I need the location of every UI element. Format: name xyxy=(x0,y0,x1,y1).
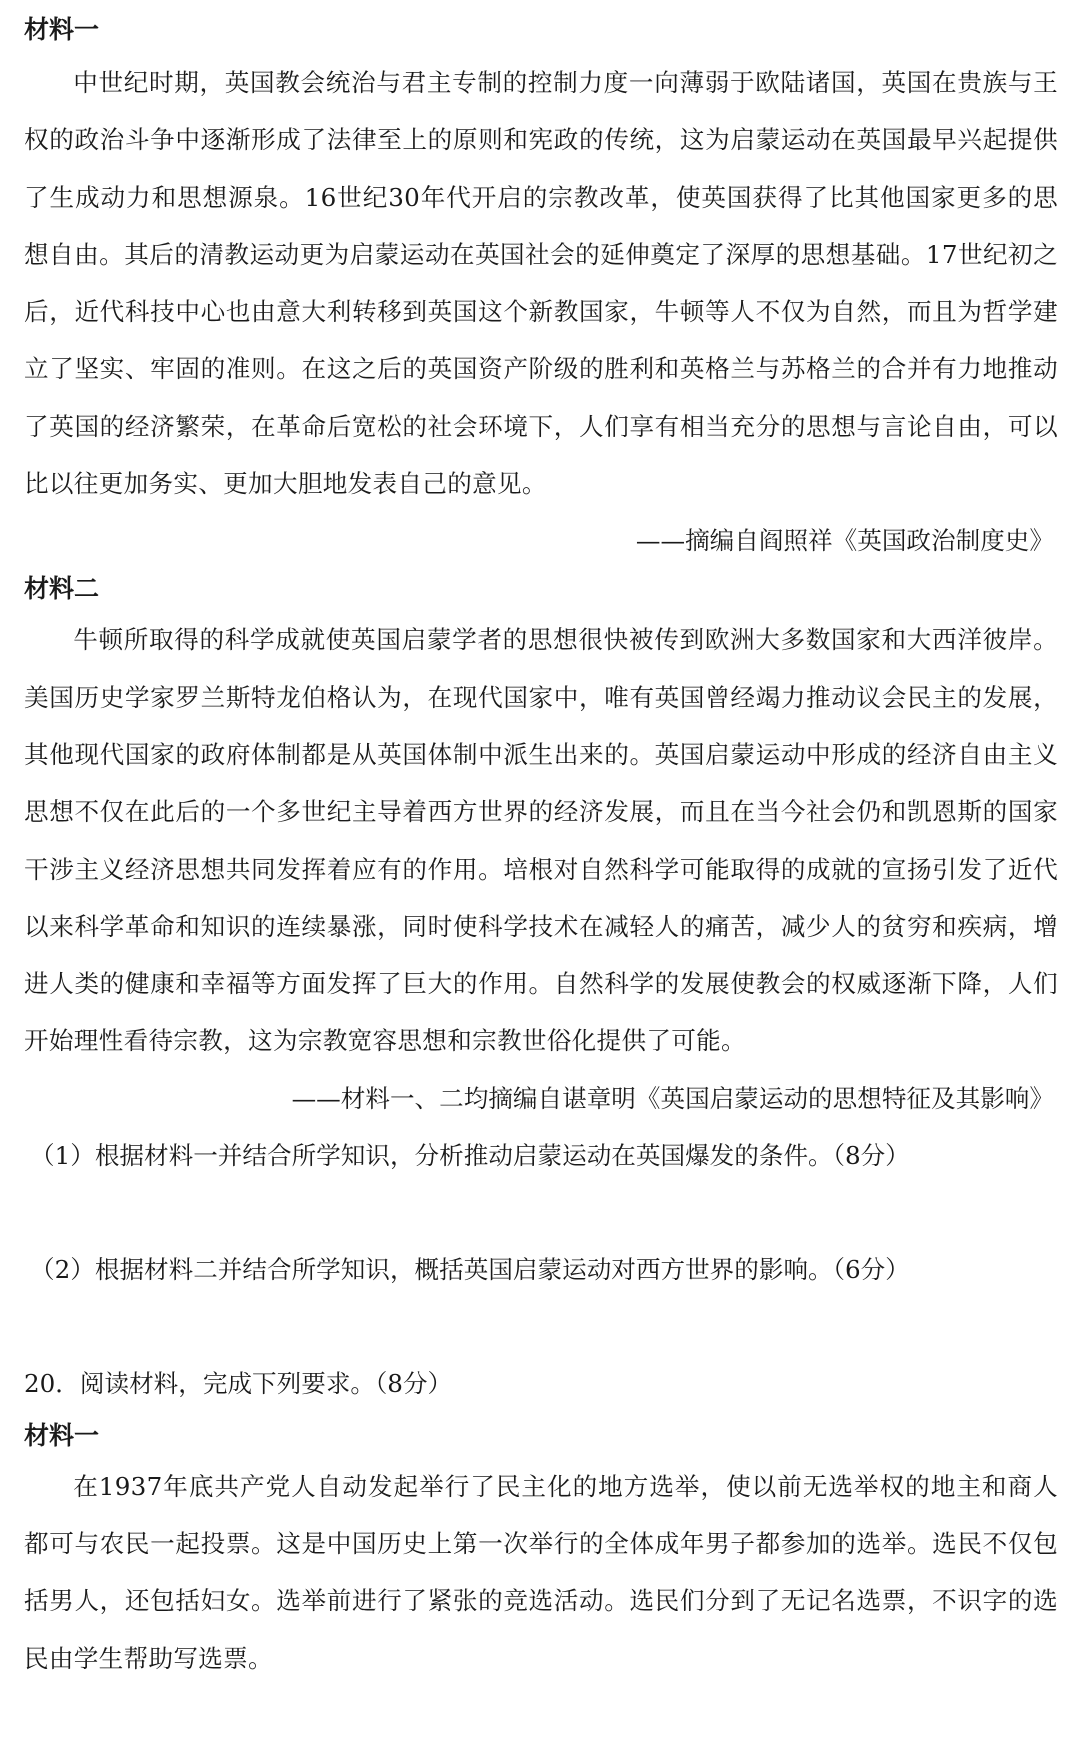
material-1-source: ——摘编自阎照祥《英国政治制度史》 xyxy=(635,526,1054,556)
material-2-heading: 材料二 xyxy=(24,574,100,604)
answer-space-2 xyxy=(24,1298,1058,1355)
material-2-paragraph: 牛顿所取得的科学成就使英国启蒙学者的思想很快被传到欧洲大多数国家和大西洋彼岸。美国历史学家罗兰斯特龙伯格认为，在现代国家中，唯有英国曾经竭力推动议会民主的发展，其他现代国家的政府体制都是从英国体制中派生出来的。英国启蒙运动中形成的经济自由主义思想不仅在此后的一个多世纪主导着西方世界的经济发展，而且在当今社会仍和凯恩斯的国家干涉主义经济思想共同发挥着应有的作用。培根对自然科学可能取得的成就的宣扬引发了近代以来科学革命和知识的连续暴涨，同时使科学技术在减轻人的痛苦，减少人的贫穷和疾病，增进人类的健康和幸福等方面发挥了巨大的作用。自然科学的发展使教会的权威逐渐下降，人们开始理性看待宗教，这为宗教宽容思想和宗教世俗化提供了可能。 xyxy=(24,625,1058,1056)
question-1: （1）根据材料一并结合所学知识，分析推动启蒙运动在英国爆发的条件。（8分） xyxy=(30,1140,910,1170)
material-1-paragraph: 中世纪时期，英国教会统治与君主专制的控制力度一向薄弱于欧陆诸国，英国在贵族与王权的政治斗争中逐渐形成了法律至上的原则和宪政的传统，这为启蒙运动在英国最早兴起提供了生成动力和思想源泉。16世纪30年代开启的宗教改革，使英国获得了比其他国家更多的思想自由。其后的清教运动更为启蒙运动在英国社会的延伸奠定了深厚的思想基础。17世纪初之后，近代科技中心也由意大利转移到英国这个新教国家，牛顿等人不仅为自然，而且为哲学建立了坚实、牢固的准则。在这之后的英国资产阶级的胜利和英格兰与苏格兰的合并有力地推动了英国的经济繁荣，在革命后宽松的社会环境下，人们享有相当充分的思想与言论自由，可以比以往更加务实、更加大胆地发表自己的意见。 xyxy=(24,68,1058,499)
material-2-source: ——材料一、二均摘编自谌章明《英国启蒙运动的思想特征及其影响》 xyxy=(291,1083,1054,1113)
question-20-material-1-heading: 材料一 xyxy=(24,1420,100,1450)
material-1-heading: 材料一 xyxy=(24,15,100,44)
question-20-material-1-paragraph: 在1937年底共产党人自动发起举行了民主化的地方选举，使以前无选举权的地主和商人都可与农民一起投票。这是中国历史上第一次举行的全体成年男子都参加的选举。选民不仅包括男人，还包括妇女。选举前进行了紧张的竞选活动。选民们分到了无记名选票，不识字的选民由学生帮助写选票。 xyxy=(24,1471,1058,1673)
answer-space-1 xyxy=(24,1184,1058,1241)
question-2: （2）根据材料二并结合所学知识，概括英国启蒙运动对西方世界的影响。（6分） xyxy=(30,1254,910,1284)
question-20-title: 20．阅读材料，完成下列要求。（8分） xyxy=(24,1368,453,1398)
